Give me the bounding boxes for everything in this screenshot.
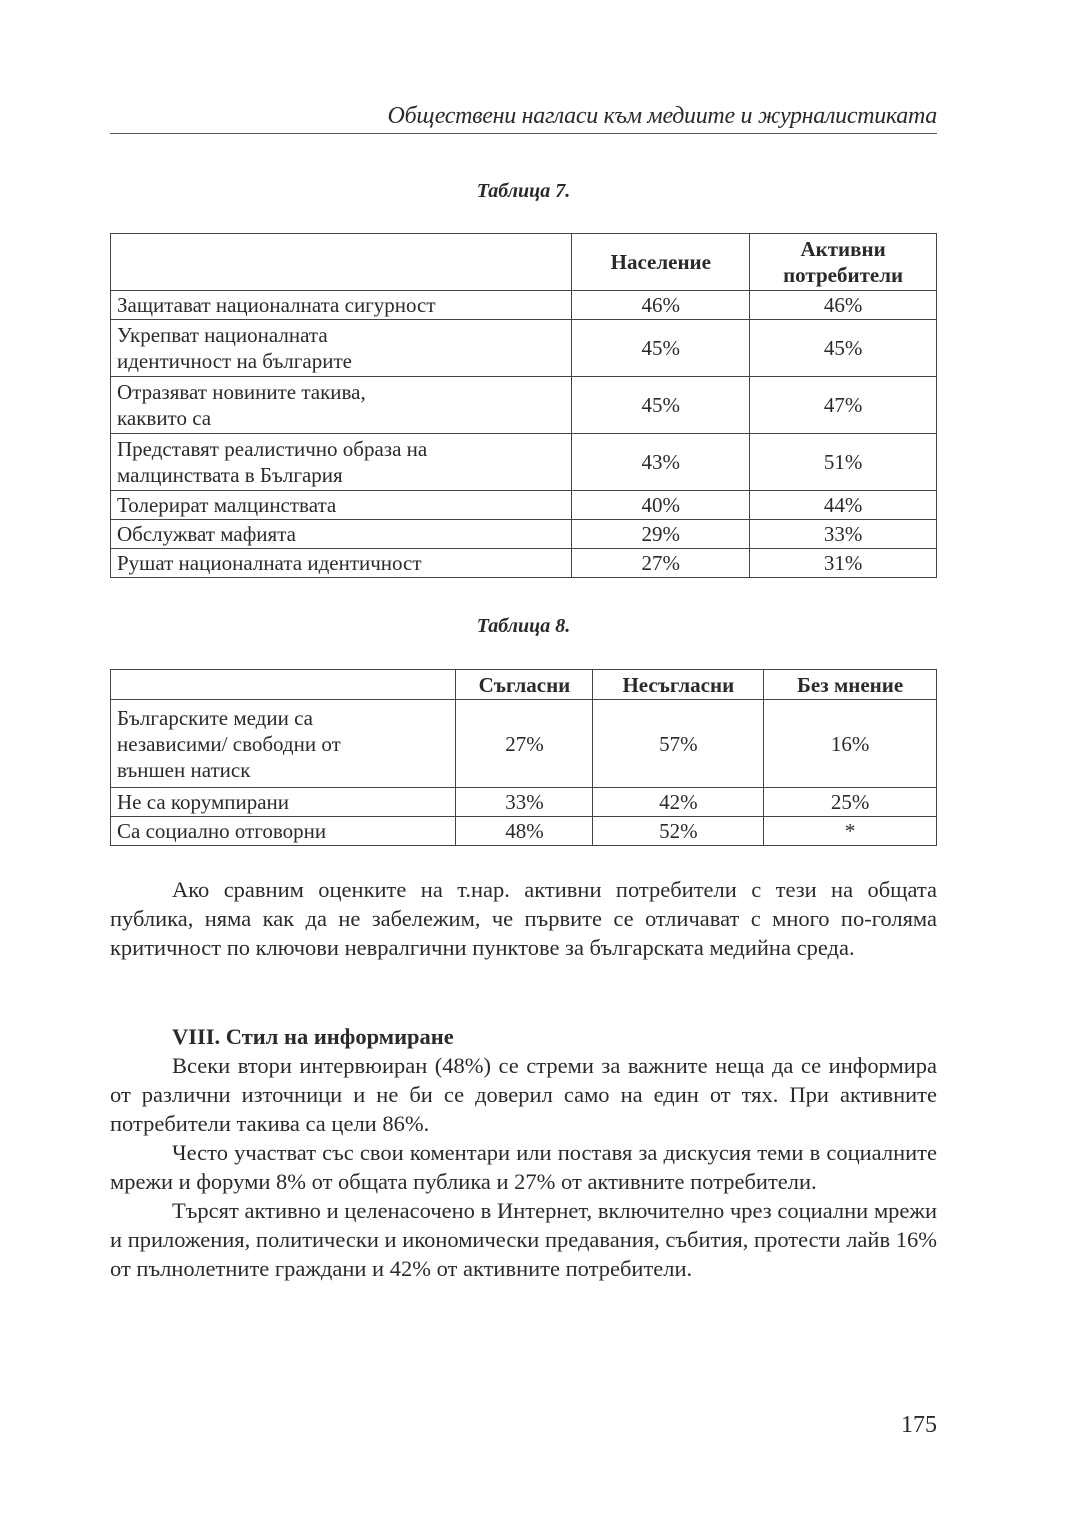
active-value: 47% [750,377,937,434]
active-value: 33% [750,520,937,549]
paragraph-text: Всеки втори интервюиран (48%) се стреми за важните неща да се информира от различни източници и не би се доверил само на един от тях. При активните потребители такива са цели 86%. [110,1053,937,1136]
paragraph-text: Ако сравним оценките на т.нар. активни потребители с тези на общата публика, няма как да не забележим, че първите се отличават с много по-голяма критичност по ключови невралгични пунктове за българската медийна среда. [110,877,937,960]
population-value: 43% [572,434,750,491]
row-label: Отразяват новините такива, каквито са [111,377,572,434]
population-value: 45% [572,377,750,434]
row-label: Рушат националната идентичност [111,549,572,578]
header-cell [111,234,572,291]
header-population: Население [572,234,750,291]
agree-value: 27% [456,700,593,788]
paragraph-comparison [110,875,937,962]
header-active-users: Активни потребители [750,234,937,291]
table-row [111,291,937,320]
table-row [111,491,937,520]
table8-caption: Таблица 8. [476,615,571,637]
population-value: 45% [572,320,750,377]
no-opinion-value: 16% [764,700,937,788]
disagree-value: 57% [593,700,764,788]
table-row [111,377,937,434]
row-label: Са социално отговорни [111,817,456,846]
agree-value: 33% [456,788,593,817]
table-8 [110,669,937,846]
population-value: 27% [572,549,750,578]
section-viii [110,1022,937,1283]
active-value: 45% [750,320,937,377]
paragraph-text: Често участват със свои коментари или поставя за дискусия теми в социалните мрежи и форуми 8% от общата публика и 27% от активните потребители. [110,1140,937,1194]
row-label: Укрепват националната идентичност на българите [111,320,572,377]
row-label: Защитават националната сигурност [111,291,572,320]
row-label: Толерират малцинствата [111,491,572,520]
table-row [111,434,937,491]
row-label: Българските медии са независими/ свободни от външен натиск [111,700,456,788]
disagree-value: 42% [593,788,764,817]
active-value: 46% [750,291,937,320]
table-header-row [111,670,937,700]
table-row [111,320,937,377]
table-row [111,520,937,549]
table-7 [110,233,937,578]
table-row [111,549,937,578]
active-value: 31% [750,549,937,578]
table-row [111,788,937,817]
population-value: 46% [572,291,750,320]
population-value: 29% [572,520,750,549]
disagree-value: 52% [593,817,764,846]
agree-value: 48% [456,817,593,846]
header-cell [111,670,456,700]
table-header-row [111,234,937,291]
row-label: Не са корумпирани [111,788,456,817]
header-rule [110,133,937,134]
row-label: Обслужват мафията [111,520,572,549]
population-value: 40% [572,491,750,520]
no-opinion-value: 25% [764,788,937,817]
running-head: Обществени нагласи към медиите и журналистиката [387,103,937,129]
active-value: 44% [750,491,937,520]
table-row [111,700,937,788]
header-agree: Съгласни [456,670,593,700]
table-row [111,817,937,846]
header-no-opinion: Без мнение [764,670,937,700]
active-value: 51% [750,434,937,491]
page-number: 175 [901,1412,937,1438]
row-label: Представят реалистично образа на малцинствата в България [111,434,572,491]
header-disagree: Несъгласни [593,670,764,700]
paragraph-text: Търсят активно и целенасочено в Интернет, включително чрез социални мрежи и приложения, политически и икономически предавания, събития, протести лайв 16% от пълнолетните граждани и 42% от активните потребители. [110,1198,937,1281]
section-title: VIII. Стил на информиране [172,1024,454,1049]
table7-caption: Таблица 7. [476,180,571,202]
no-opinion-value: * [764,817,937,846]
